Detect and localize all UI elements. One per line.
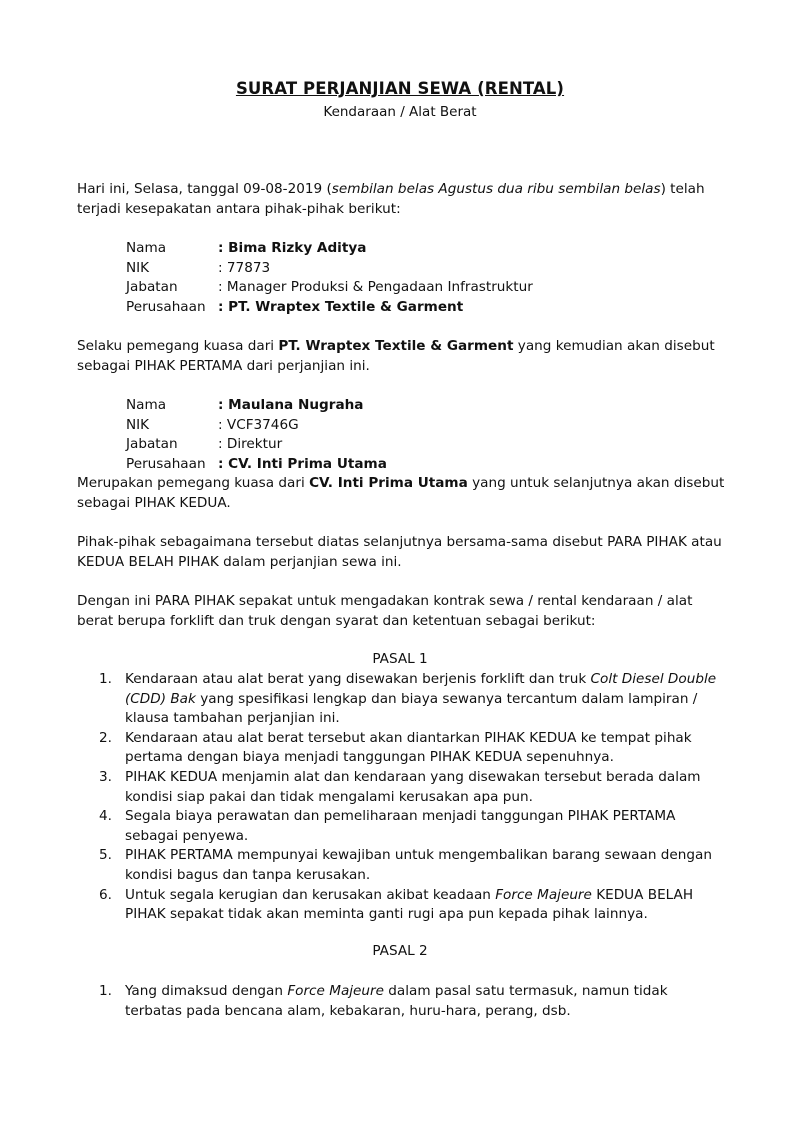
party2-role-paragraph [77,474,727,513]
party1-role-after: yang kemudian akan disebut sebagai PIHAK PERTAMA dari perjanjian ini. [77,338,715,374]
party1-perusahaan-value: : PT. Wraptex Textile & Garment [218,299,464,316]
clause-emphasis: Colt Diesel Double (CDD) Bak [125,671,717,707]
party2-jabatan-row [126,435,686,455]
party1-details [126,239,686,318]
party2-details [126,396,686,475]
party1-nik-row [126,259,686,279]
clause-item [77,846,727,885]
agreement-text: Dengan ini PARA PIHAK sepakat untuk mengadakan kontrak sewa / rental kendaraan / alat berat berupa forklift dan truk dengan syarat dan ketentuan sebagai berikut: [77,593,693,629]
party1-nama-value: : Bima Rizky Aditya [218,240,367,256]
pasal-1-list [77,670,727,925]
clause-text: PIHAK KEDUA menjamin alat dan kendaraan yang disewakan tersebut berada dalam kondisi siap pakai dan tidak mengalami kerusakan apa pun. [125,768,701,805]
party2-role-before: Merupakan pemegang kuasa dari [77,475,310,491]
clause-number: 1. [99,983,112,999]
label-nik: NIK [126,259,150,276]
clause-number: 5. [99,847,112,864]
party1-role-before: Selaku pemegang kuasa dari [77,338,279,354]
clause-text: PIHAK PERTAMA mempunyai kewajiban untuk mengembalikan barang sewaan dengan kondisi bagus dan tanpa kerusakan. [125,847,712,883]
pasal-1-heading: PASAL 1 [372,651,428,667]
pasal-2-heading: PASAL 2 [372,943,428,959]
clause-text: Kendaraan atau alat berat tersebut akan diantarkan PIHAK KEDUA ke tempat pihak pertama dengan biaya menjadi tanggungan PIHAK KEDUA sepenuhnya. [125,729,692,766]
agreement-paragraph [77,592,727,631]
party2-nama-value: : Maulana Nugraha [218,397,364,413]
clause-item [77,807,727,846]
clause-text-end: dalam pasal satu termasuk, namun tidak terbatas pada bencana alam, kebakaran, huru-hara, perang, dsb. [125,983,668,1019]
label-jabatan: Jabatan [126,279,178,296]
intro-text-start: Hari ini, Selasa, tanggal 09-08-2019 ( [77,181,332,197]
document-subtitle: Kendaraan / Alat Berat [323,104,477,120]
party2-nama-row [126,396,686,416]
clause-text: Segala biaya perawatan dan pemeliharaan menjadi tanggungan PIHAK PERTAMA sebagai penyewa. [125,808,676,844]
party1-role-paragraph [77,337,727,376]
party2-jabatan-value: : Direktur [218,436,283,453]
clause-item [77,886,727,925]
intro-date-words: sembilan belas Agustus dua ribu sembilan belas [331,181,661,197]
clause-emphasis: Force Majeure [287,983,384,999]
clause-number: 3. [99,768,112,785]
intro-paragraph [77,180,727,219]
clause-number: 1. [99,671,112,687]
label-perusahaan: Perusahaan [126,456,206,473]
clause-number: 2. [99,729,112,746]
para-pihak-paragraph [77,533,727,572]
clause-text-end: KEDUA BELAH PIHAK sepakat tidak akan meminta ganti rugi apa pun kepada pihak lainnya. [125,886,694,923]
clause-item [77,729,727,768]
party2-perusahaan-row [126,455,686,475]
party2-nik-value: : VCF3746G [218,416,299,433]
label-nik: NIK [126,416,150,433]
party2-nik-row [126,416,686,436]
party1-jabatan-row [126,278,686,298]
clause-text: Yang dimaksud dengan [125,983,288,999]
para-pihak-text: Pihak-pihak sebagaimana tersebut diatas selanjutnya bersama-sama disebut PARA PIHAK atau KEDUA BELAH PIHAK dalam perjanjian sewa ini. [77,534,722,570]
clause-item [77,982,727,1021]
clause-number: 4. [99,808,112,825]
label-nama: Nama [126,240,167,256]
label-nama: Nama [126,397,167,413]
party2-perusahaan-value: : CV. Inti Prima Utama [218,456,387,473]
party2-role-company: CV. Inti Prima Utama [309,475,468,491]
party2-role-after: yang untuk selanjutnya akan disebut sebagai PIHAK KEDUA. [77,475,725,511]
clause-text: Kendaraan atau alat berat yang disewakan berjenis forklift dan truk [125,671,591,687]
clause-item [77,768,727,807]
party1-role-company: PT. Wraptex Textile & Garment [278,338,514,354]
label-perusahaan: Perusahaan [126,299,206,316]
document-title: SURAT PERJANJIAN SEWA (RENTAL) [235,79,565,98]
party1-jabatan-value: : Manager Produksi & Pengadaan Infrastruktur [218,279,533,296]
party1-nik-value: : 77873 [218,259,271,276]
clause-number: 6. [99,886,112,903]
clause-text: Untuk segala kerugian dan kerusakan akibat keadaan [125,886,496,903]
party1-perusahaan-row [126,298,686,318]
clause-item [77,670,727,729]
label-jabatan: Jabatan [126,436,178,453]
clause-text-end: yang spesifikasi lengkap dan biaya sewanya tercantum dalam lampiran / klausa tambahan perjanjian ini. [125,690,698,727]
clause-emphasis: Force Majeure [495,886,592,903]
pasal-2-list [77,982,727,1021]
party1-nama-row [126,239,686,259]
intro-text-end: ) telah terjadi kesepakatan antara pihak-pihak berikut: [77,181,705,217]
